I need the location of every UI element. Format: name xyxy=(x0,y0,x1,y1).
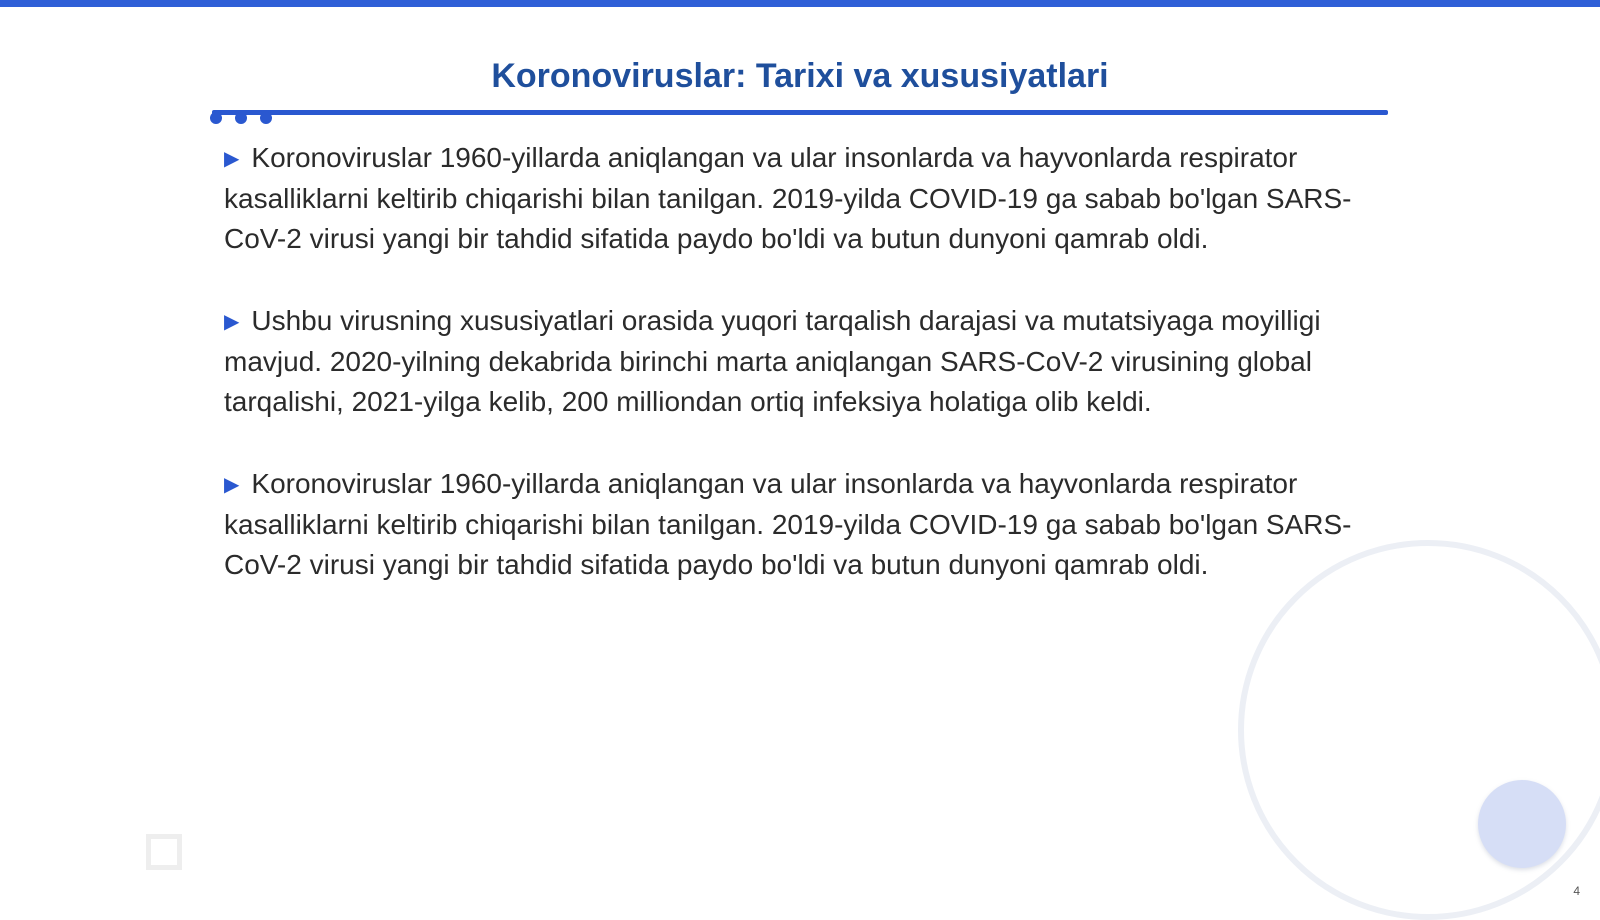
bullet-item xyxy=(224,138,1404,259)
title-underline xyxy=(212,110,1388,115)
decor-dot-2 xyxy=(235,112,247,124)
triangle-bullet-icon: ▶ xyxy=(224,474,240,496)
triangle-bullet-icon: ▶ xyxy=(224,148,240,170)
triangle-bullet-icon: ▶ xyxy=(224,311,240,333)
bullet-item xyxy=(224,464,1404,585)
decor-circle-ring xyxy=(1238,540,1600,920)
bullet-text: Koronoviruslar 1960-yillarda aniqlangan va ular insonlarda va hayvonlarda respirator kasalliklarni keltirib chiqarishi bilan tanilgan. 2019-yilda COVID-19 ga sabab bo'lgan SARS-CoV-2 virusi yangi bir tahdid sifatida paydo bo'ldi va butun dunyoni qamrab oldi. xyxy=(224,468,1352,580)
decor-square-outline xyxy=(146,834,182,870)
slide-content xyxy=(224,138,1404,627)
decor-dot-3 xyxy=(260,112,272,124)
decor-dot-1 xyxy=(210,112,222,124)
bullet-text: Ushbu virusning xususiyatlari orasida yuqori tarqalish darajasi va mutatsiyaga moyilligi mavjud. 2020-yilning dekabrida birinchi marta aniqlangan SARS-CoV-2 virusining global tarqalishi, 2021-yilga kelib, 200 milliondan ortiq infeksiya holatiga olib keldi. xyxy=(224,305,1321,417)
page-number: 4 xyxy=(1573,884,1580,898)
slide-title: Koronoviruslar: Tarixi va xususiyatlari xyxy=(491,57,1109,95)
bullet-item xyxy=(224,301,1404,422)
bullet-text: Koronoviruslar 1960-yillarda aniqlangan va ular insonlarda va hayvonlarda respirator kasalliklarni keltirib chiqarishi bilan tanilgan. 2019-yilda COVID-19 ga sabab bo'lgan SARS-CoV-2 virusi yangi bir tahdid sifatida paydo bo'ldi va butun dunyoni qamrab oldi. xyxy=(224,142,1352,254)
top-accent-bar xyxy=(0,0,1600,7)
decor-circle-filled xyxy=(1478,780,1566,868)
